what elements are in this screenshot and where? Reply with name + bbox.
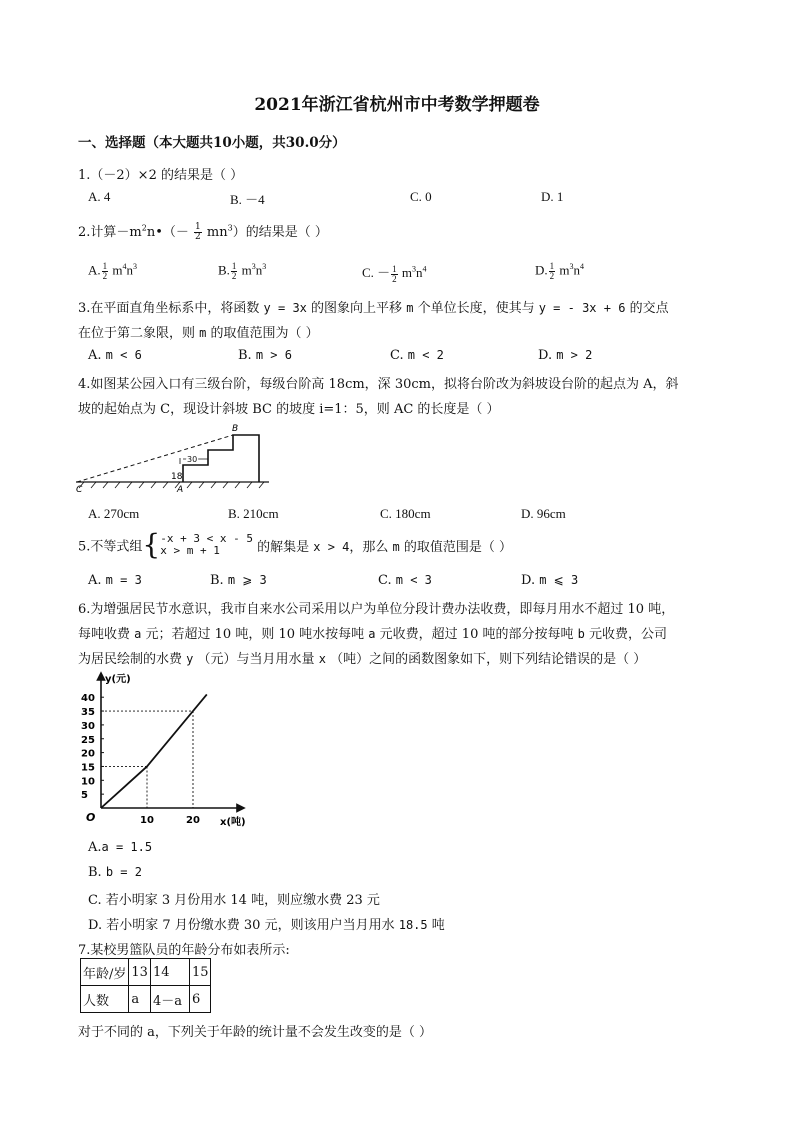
q2-option-d: D. $\frac{1}{2}$ $m^3n^4$ bbox=[535, 261, 585, 281]
q4-option-c: C. 180cm bbox=[380, 506, 431, 521]
q5-inequality-1: -x + 3 < x - 5 bbox=[160, 532, 253, 545]
y-tick-label: 15 bbox=[81, 762, 95, 774]
q6-option-c: C. 若小明家 3 月份用水 14 吨，则应缴水费 23 元 bbox=[88, 893, 380, 908]
q4-option-a: A. 270cm bbox=[88, 506, 140, 521]
q5-option-d: D. m ⩽ 3 bbox=[521, 573, 579, 588]
q2-option-b: B. $\frac{1}{2}$ $m^3n^3$ bbox=[218, 261, 267, 281]
q4-option-b: B. 210cm bbox=[228, 506, 279, 521]
ground-hatching bbox=[79, 482, 264, 488]
table-row bbox=[81, 986, 211, 1013]
q2-option-c: C. － $\frac{1}{2}$ $m^3n^4$ bbox=[362, 263, 427, 284]
y-tick-label: 10 bbox=[81, 776, 95, 788]
q6-option-d: D. 若小明家 7 月份缴水费 30 元，则该用户当月用水 18.5 吨 bbox=[88, 918, 445, 933]
q2-fraction: $\frac{1}{2}$ bbox=[195, 222, 201, 242]
q7-stem: 7.某校男篮队员的年龄分布如表所示: bbox=[78, 943, 290, 958]
q3-line-2: 在位于第二象限，则 m 的取值范围为（ ） bbox=[78, 326, 319, 341]
q2-option-a: A. $\frac{1}{2}$ $m^4n^3$ bbox=[88, 261, 138, 281]
q5-inequality-2: x > m + 1 bbox=[160, 544, 220, 557]
q1-option-d: D. 1 bbox=[541, 189, 564, 204]
q6-water-fee-graph bbox=[76, 668, 256, 830]
label-b: B bbox=[232, 424, 239, 434]
table-cell: 人数 bbox=[81, 986, 129, 1013]
y-axis-label: y(元) bbox=[105, 674, 131, 685]
q6-line-2: 每吨收费 a 元；若超过 10 吨，则 10 吨水按每吨 a 元收费，超过 10 吨的部分按每吨 b 元收费，公司 bbox=[78, 627, 668, 642]
q5-stem: 5.不等式组{-x + 3 < x - 5 x > m + 1 的解集是 x > 4，那么 m 的取值范围是（ ） bbox=[78, 528, 513, 561]
q5-option-a: A. m = 3 bbox=[88, 573, 142, 588]
page-title: 2021年浙江省杭州市中考数学押题卷 bbox=[254, 95, 540, 115]
table-row bbox=[81, 959, 211, 986]
table-cell: 14 bbox=[150, 959, 189, 986]
q3-option-c: C. m < 2 bbox=[390, 348, 444, 363]
q2-stem: 2.计算$-m^2n•(-$ $\frac{1}{2}$ $mn^3$）的结果是（ ） bbox=[78, 222, 328, 242]
y-tick-label: 20 bbox=[81, 748, 95, 760]
q1-option-a: A. 4 bbox=[88, 189, 111, 204]
q1-stem: 1.（－2）×2 的结果是（ ） bbox=[78, 168, 244, 183]
table-cell: 15 bbox=[189, 959, 211, 986]
q3-option-b: B. m > 6 bbox=[238, 348, 292, 363]
section-heading: 一、选择题（本大题共10小题，共30.0分） bbox=[78, 135, 346, 151]
slope-bc bbox=[77, 435, 233, 482]
x-tick-labels bbox=[140, 815, 200, 826]
q1-option-b: B. －4 bbox=[230, 192, 265, 207]
q5-option-b: B. m ⩾ 3 bbox=[210, 573, 267, 588]
q4-line-1: 4.如图某公园入口有三级台阶，每级台阶高 18cm，深 30cm，拟将台阶改为斜坡设台阶的起点为 A，斜 bbox=[78, 377, 679, 392]
table-cell: 6 bbox=[189, 986, 211, 1013]
q3-option-d: D. m > 2 bbox=[538, 348, 593, 363]
q7-question: 对于不同的 a，下列关于年龄的统计量不会发生改变的是（ ） bbox=[78, 1025, 433, 1040]
origin-label: O bbox=[86, 811, 96, 824]
q4-stairs-figure bbox=[74, 420, 274, 496]
label-a: A bbox=[177, 485, 184, 495]
x-tick-label: 20 bbox=[186, 815, 200, 826]
q3-option-a: A. m < 6 bbox=[88, 348, 142, 363]
q3-line-1: 3.在平面直角坐标系中，将函数 y = 3x 的图象向上平移 m 个单位长度，使其与 y = - 3x + 6 的交点 bbox=[78, 301, 669, 316]
y-tick-label: 40 bbox=[81, 693, 95, 705]
q6-line-3: 为居民绘制的水费 y （元）与当月用水量 x （吨）之间的函数图象如下，则下列结论错误的是（ ） bbox=[78, 652, 647, 667]
dotted-guides bbox=[101, 711, 193, 808]
table-cell: 4－a bbox=[150, 986, 189, 1013]
age-distribution-table bbox=[80, 958, 211, 1013]
q4-line-2: 坡的起始点为 C，现设计斜坡 BC 的坡度 i=1：5，则 AC 的长度是（ ） bbox=[78, 402, 500, 417]
q1-option-c: C. 0 bbox=[410, 189, 432, 204]
x-tick-label: 10 bbox=[140, 815, 154, 826]
q6-option-b: B. b = 2 bbox=[88, 865, 142, 880]
q6-option-a: A.a = 1.5 bbox=[88, 840, 153, 855]
table-cell: a bbox=[129, 986, 151, 1013]
x-axis-label: x(吨) bbox=[220, 817, 246, 828]
label-c: C bbox=[76, 485, 83, 495]
table-cell: 13 bbox=[129, 959, 151, 986]
y-tick-label: 25 bbox=[81, 734, 95, 746]
y-tick-label: 5 bbox=[81, 790, 88, 802]
y-tick-label: 30 bbox=[81, 720, 95, 732]
y-tick-label: 35 bbox=[81, 707, 95, 719]
q4-option-d: D. 96cm bbox=[521, 506, 566, 521]
label-step-depth: 30 bbox=[187, 455, 198, 464]
q6-line-1: 6.为增强居民节水意识，我市自来水公司采用以户为单位分段计费办法收费，即每月用水不超过 10 吨， bbox=[78, 602, 675, 617]
q5-option-c: C. m < 3 bbox=[378, 573, 432, 588]
label-step-height: 18 bbox=[171, 472, 183, 482]
table-cell: 年龄/岁 bbox=[81, 959, 129, 986]
